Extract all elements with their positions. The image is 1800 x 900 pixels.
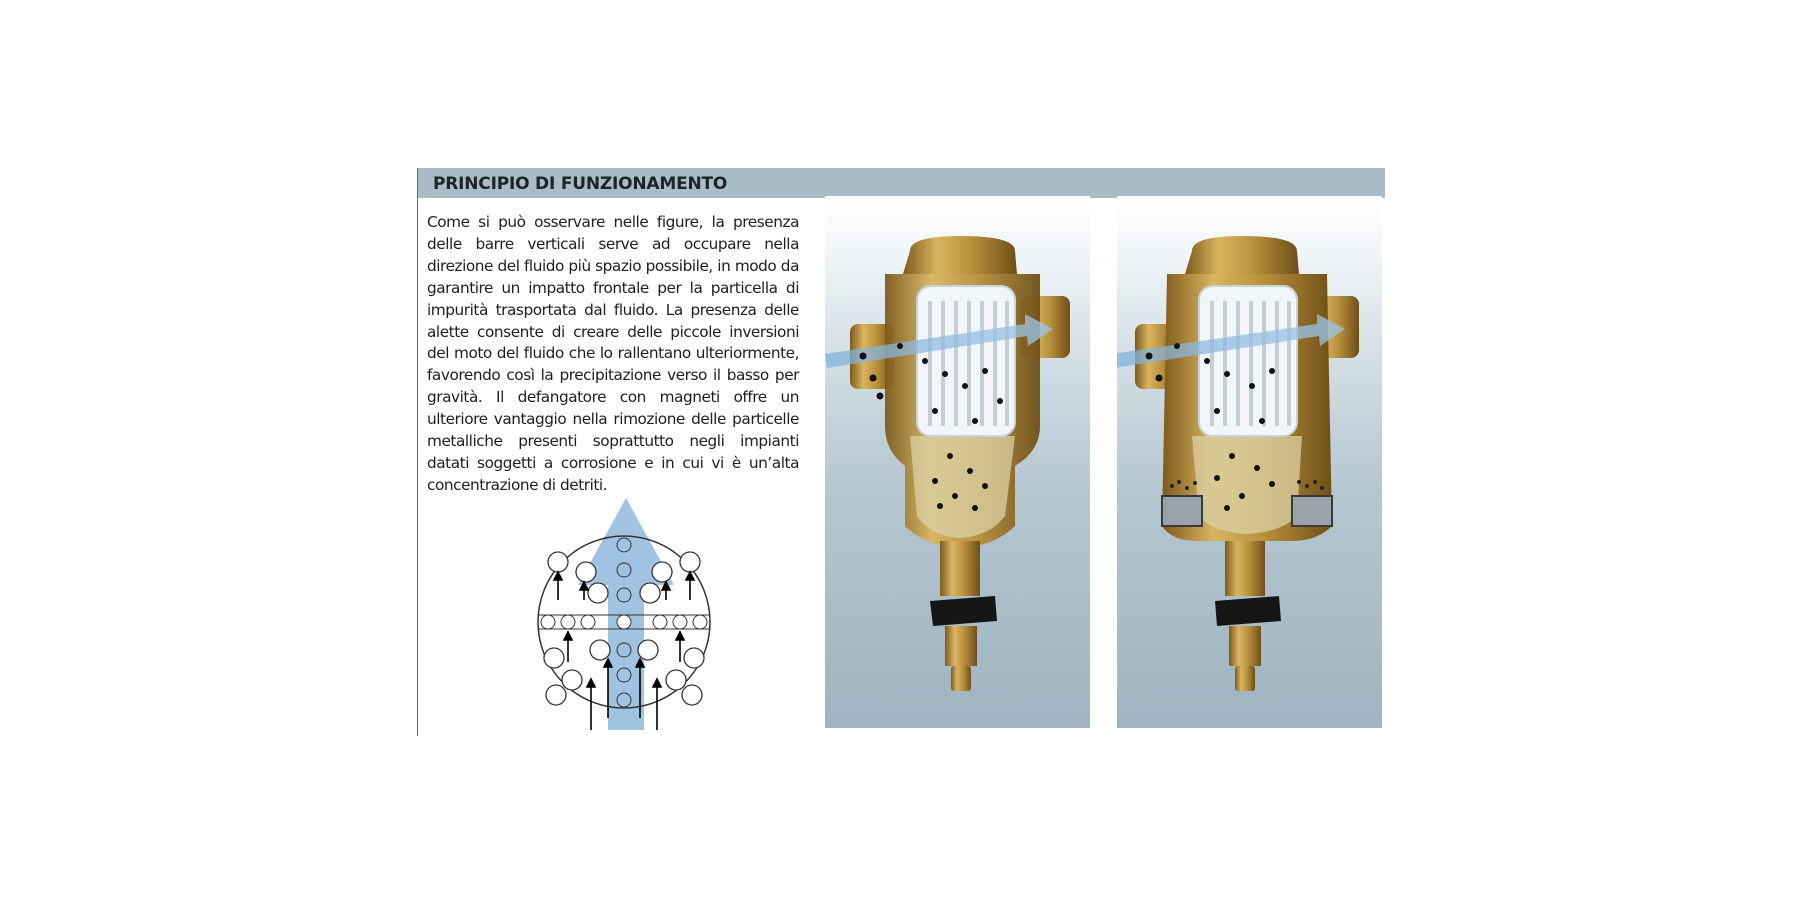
section-title: PRINCIPIO DI FUNZIONAMENTO bbox=[433, 174, 728, 194]
flow-cross-section-diagram bbox=[516, 490, 732, 730]
dirt-separator-illustration bbox=[825, 196, 1090, 728]
section-header-bar bbox=[418, 168, 1385, 198]
section-description: Come si può osservare nelle figure, la presenza delle barre verticali serve ad occupare nella direzione del fluido più spazio possibile, in modo da garantire un impatto frontale per la particella di impurità trasportata dal fluido. La presenza delle alette consente di creare delle piccole inversioni del moto del fluido che lo rallentano ulteriormente, favorendo così la precipitazione verso il basso per gravità. Il defangatore con magneti offre un ulteriore vantaggio nella rimozione delle particelle metalliche presenti soprattutto negli impianti datati soggetti a corrosione e in cui vi è un’alta concentrazione di detriti. bbox=[427, 213, 799, 494]
dirt-separator-magnets-illustration bbox=[1117, 196, 1382, 728]
